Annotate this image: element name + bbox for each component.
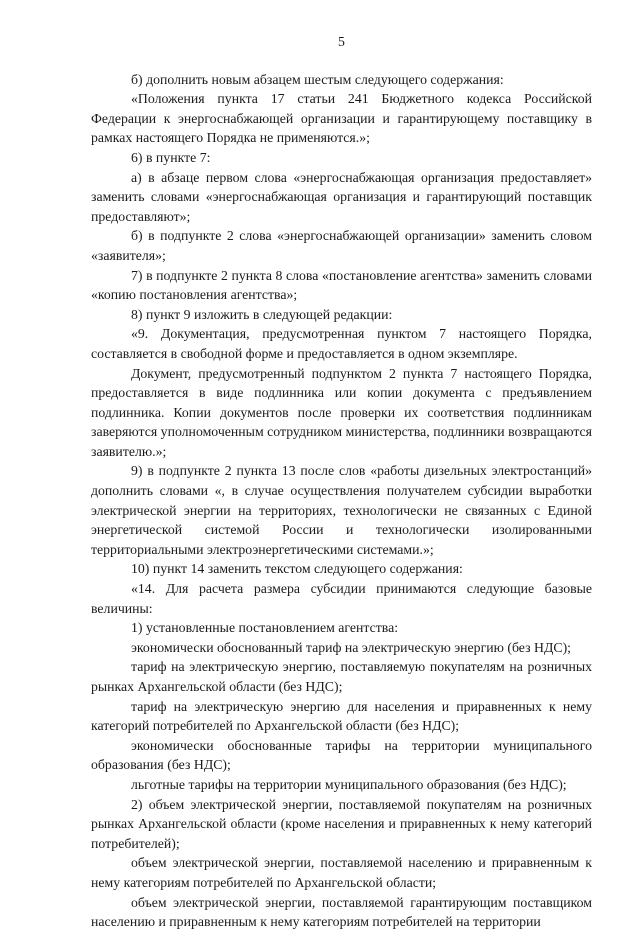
paragraph: «9. Документация, предусмотренная пунктом 7 настоящего Порядка, составляется в свободной форме и предоставляется в одном экземпляре. <box>91 326 592 361</box>
paragraph: объем электрической энергии, поставляемой населению и приравненным к нему категориям потребителей по Архангельской области; <box>91 855 592 890</box>
paragraph: объем электрической энергии, поставляемой гарантирующим поставщиком населению и приравненным к нему категориям потребителей на территории <box>91 894 592 930</box>
page-number: 5 <box>338 34 345 49</box>
paragraph: 7) в подпункте 2 пункта 8 слова «постановление агентства» заменить словами «копию постановления агентства»; <box>91 267 592 303</box>
paragraph: экономически обоснованный тариф на электрическую энергию (без НДС); <box>131 639 571 655</box>
paragraph: б) в подпункте 2 слова «энергоснабжающей организации» заменить словом «заявителя»; <box>91 228 592 263</box>
paragraph: 6) в пункте 7: <box>131 149 211 165</box>
paragraph: а) в абзаце первом слова «энергоснабжающая организация предоставляет» заменить словами «энергоснабжающая организация и гарантирующий поставщик предоставляют»; <box>91 169 592 224</box>
paragraph: льготные тарифы на территории муниципального образования (без НДС); <box>131 776 567 792</box>
paragraph: Документ, предусмотренный подпунктом 2 пункта 7 настоящего Порядка, предоставляется в виде подлинника или копии документа с предъявлением подлинника. Копии документов после проверки их соответствия подлинникам заверяются уполномоченным сотрудником министерства, подлинники возвращаются заявителю.»; <box>91 365 592 459</box>
paragraph: «Положения пункта 17 статьи 241 Бюджетного кодекса Российской Федерации к энергоснабжающей организации и гарантирующему поставщику в рамках настоящего Порядка не применяются.»; <box>91 91 592 146</box>
paragraph: б) дополнить новым абзацем шестым следующего содержания: <box>131 71 504 87</box>
paragraph: 2) объем электрической энергии, поставляемой покупателям на розничных рынках Архангельской области (кроме населения и приравненных к нему категорий потребителей); <box>91 796 592 851</box>
paragraph: тариф на электрическую энергию для населения и приравненных к нему категорий потребителей по Архангельской области (без НДС); <box>91 698 592 734</box>
paragraph: «14. Для расчета размера субсидии принимаются следующие базовые величины: <box>91 581 592 616</box>
paragraph: 9) в подпункте 2 пункта 13 после слов «работы дизельных электростанций» дополнить словами «, в случае осуществления получателем субсидии выработки электрической энергии на территориях, технологически не связанных с Единой энергетической системой России и технологически изолированными территориальными электроэнергетическими системами.»; <box>91 463 592 557</box>
paragraph: 8) пункт 9 изложить в следующей редакции: <box>131 306 393 322</box>
paragraph: экономически обоснованные тарифы на территории муниципального образования (без НДС); <box>91 737 592 773</box>
paragraph: 1) установленные постановлением агентства: <box>131 620 399 636</box>
paragraph: 10) пункт 14 заменить текстом следующего содержания: <box>131 561 463 577</box>
paragraph: тариф на электрическую энергию, поставляемую покупателям на розничных рынках Архангельской области (без НДС); <box>91 659 592 694</box>
